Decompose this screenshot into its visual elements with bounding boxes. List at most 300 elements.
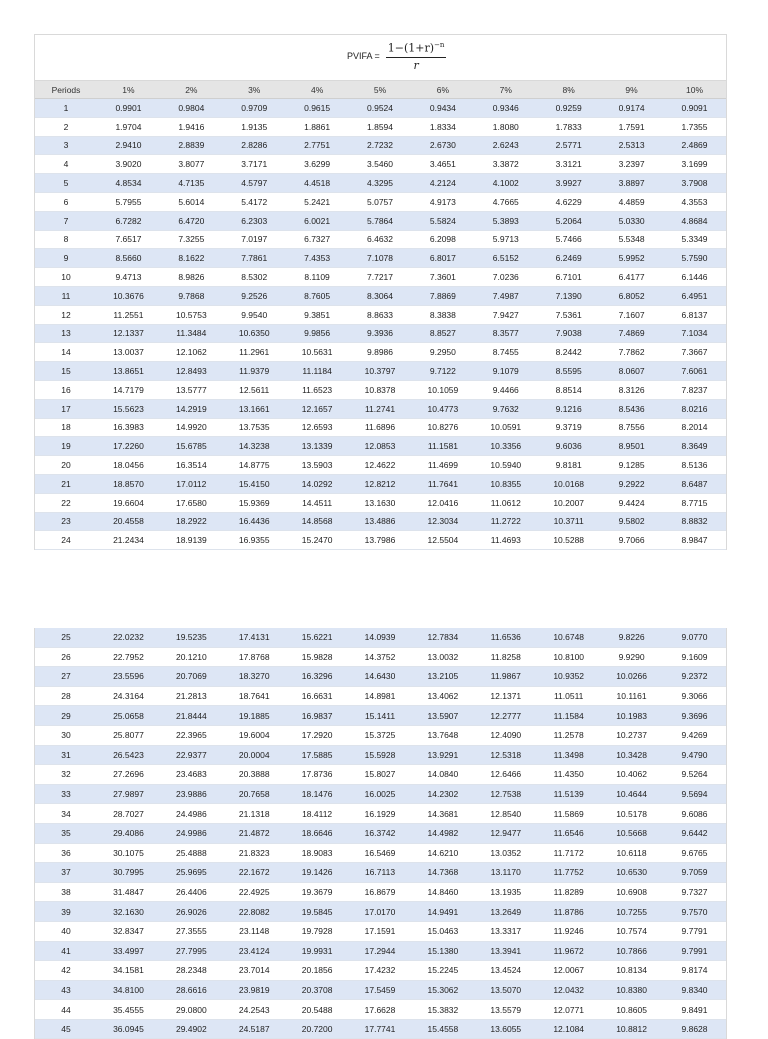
factor-cell: 11.2722 [474,512,537,531]
factor-cell: 10.1059 [411,380,474,399]
table-row [35,1019,726,1039]
factor-cell: 21.8444 [160,706,223,726]
factor-cell: 4.3295 [349,174,412,193]
factor-cell: 13.5907 [411,706,474,726]
factor-cell: 20.3888 [223,765,286,785]
formula-label: PVIFA = [347,51,380,62]
factor-cell: 2.8286 [223,136,286,155]
period-cell: 29 [35,706,97,726]
factor-cell: 14.0939 [349,628,412,647]
factor-cell: 12.5611 [223,380,286,399]
table-row [35,230,726,249]
factor-cell: 7.0197 [223,230,286,249]
factor-cell: 19.9931 [286,941,349,961]
factor-cell: 2.7232 [349,136,412,155]
factor-cell: 0.9434 [411,99,474,118]
factor-cell: 22.8082 [223,902,286,922]
factor-cell: 20.3708 [286,980,349,1000]
factor-cell: 23.1148 [223,921,286,941]
factor-cell: 12.3034 [411,512,474,531]
factor-cell: 15.3725 [349,725,412,745]
factor-cell: 0.9524 [349,99,412,118]
factor-cell: 7.3601 [411,268,474,287]
factor-cell: 5.9952 [600,249,663,268]
factor-cell: 18.2922 [160,512,223,531]
factor-cell: 9.4713 [97,268,160,287]
factor-cell: 16.0025 [349,784,412,804]
factor-cell: 11.8258 [474,647,537,667]
column-header-rate: 4% [286,81,349,99]
factor-cell: 12.0067 [537,961,600,981]
factor-cell: 8.2442 [537,343,600,362]
factor-cell: 15.6785 [160,437,223,456]
factor-cell: 17.6628 [349,1000,412,1020]
factor-cell: 21.8323 [223,843,286,863]
factor-cell: 17.8736 [286,765,349,785]
factor-cell: 3.4651 [411,155,474,174]
factor-cell: 11.6896 [349,418,412,437]
table-row [35,305,726,324]
table-body-top [35,99,726,550]
period-cell: 43 [35,980,97,1000]
period-cell: 18 [35,418,97,437]
factor-cell: 9.6036 [537,437,600,456]
period-cell: 5 [35,174,97,193]
factor-cell: 18.0456 [97,456,160,475]
factor-cell: 8.9501 [600,437,663,456]
factor-cell: 4.8684 [663,211,726,230]
factor-cell: 10.8134 [600,961,663,981]
factor-cell: 1.8334 [411,117,474,136]
factor-cell: 12.1371 [474,686,537,706]
factor-cell: 17.0170 [349,902,412,922]
factor-cell: 6.5152 [474,249,537,268]
column-header-rate: 1% [97,81,160,99]
factor-cell: 19.6004 [223,725,286,745]
factor-cell: 15.9828 [286,647,349,667]
factor-cell: 3.2397 [600,155,663,174]
factor-cell: 8.3064 [349,286,412,305]
factor-cell: 3.8897 [600,174,663,193]
factor-cell: 14.9920 [160,418,223,437]
formula-exponent: −n [434,41,445,49]
factor-cell: 34.1581 [97,961,160,981]
table-row [35,437,726,456]
factor-cell: 15.6221 [286,628,349,647]
factor-cell: 7.3255 [160,230,223,249]
factor-cell: 10.6350 [223,324,286,343]
factor-cell: 17.7741 [349,1019,412,1039]
factor-cell: 25.9695 [160,863,223,883]
factor-cell: 9.2372 [663,667,726,687]
factor-cell: 19.5845 [286,902,349,922]
factor-cell: 6.2469 [537,249,600,268]
factor-cell: 9.5802 [600,512,663,531]
formula-denominator: r [413,58,419,72]
factor-cell: 17.2260 [97,437,160,456]
factor-cell: 16.3514 [160,456,223,475]
factor-cell: 16.3296 [286,667,349,687]
factor-cell: 5.7466 [537,230,600,249]
factor-cell: 5.7590 [663,249,726,268]
factor-cell: 21.2813 [160,686,223,706]
factor-cell: 14.8775 [223,456,286,475]
factor-cell: 29.0800 [160,1000,223,1020]
table-row [35,399,726,418]
factor-cell: 8.0216 [663,399,726,418]
factor-cell: 12.4090 [474,725,537,745]
table-row [35,531,726,550]
period-cell: 37 [35,863,97,883]
factor-cell: 32.8347 [97,921,160,941]
factor-cell: 11.8289 [537,882,600,902]
factor-cell: 12.7538 [474,784,537,804]
factor-cell: 35.4555 [97,1000,160,1020]
factor-cell: 12.2777 [474,706,537,726]
factor-cell: 7.6517 [97,230,160,249]
factor-cell: 15.5928 [349,745,412,765]
factor-cell: 16.3742 [349,823,412,843]
factor-cell: 10.3711 [537,512,600,531]
factor-cell: 13.5579 [474,1000,537,1020]
factor-cell: 10.2737 [600,725,663,745]
factor-cell: 10.6908 [600,882,663,902]
factor-cell: 11.6536 [474,628,537,647]
period-cell: 2 [35,117,97,136]
factor-cell: 23.4124 [223,941,286,961]
factor-cell: 20.4558 [97,512,160,531]
table-row [35,686,726,706]
factor-cell: 14.4982 [411,823,474,843]
factor-cell: 9.3936 [349,324,412,343]
factor-cell: 34.8100 [97,980,160,1000]
factor-cell: 10.6748 [537,628,600,647]
factor-cell: 12.1062 [160,343,223,362]
period-cell: 32 [35,765,97,785]
period-cell: 34 [35,804,97,824]
table-row [35,418,726,437]
factor-cell: 5.5824 [411,211,474,230]
factor-cell: 10.7255 [600,902,663,922]
pvifa-table-block-2 [34,628,727,1039]
factor-cell: 14.8460 [411,882,474,902]
factor-cell: 12.6593 [286,418,349,437]
factor-cell: 10.5178 [600,804,663,824]
factor-cell: 14.7368 [411,863,474,883]
factor-cell: 2.7751 [286,136,349,155]
factor-cell: 3.7171 [223,155,286,174]
factor-cell: 14.0840 [411,765,474,785]
factor-cell: 13.5070 [474,980,537,1000]
factor-cell: 19.1885 [223,706,286,726]
factor-cell: 25.4888 [160,843,223,863]
factor-cell: 18.4112 [286,804,349,824]
factor-cell: 14.2302 [411,784,474,804]
factor-cell: 7.4353 [286,249,349,268]
factor-cell: 5.9713 [474,230,537,249]
table-header-row [35,81,726,99]
factor-cell: 9.7570 [663,902,726,922]
factor-cell: 5.4172 [223,192,286,211]
factor-cell: 9.4466 [474,380,537,399]
column-header-rate: 9% [600,81,663,99]
factor-cell: 5.7955 [97,192,160,211]
factor-cell: 10.5668 [600,823,663,843]
factor-cell: 8.7715 [663,493,726,512]
factor-cell: 7.6061 [663,362,726,381]
column-header-rate: 6% [411,81,474,99]
factor-cell: 19.5235 [160,628,223,647]
factor-cell: 6.0021 [286,211,349,230]
factor-cell: 19.7928 [286,921,349,941]
factor-cell: 25.8077 [97,725,160,745]
table-row [35,1000,726,1020]
factor-cell: 12.6466 [474,765,537,785]
table-row [35,647,726,667]
factor-cell: 6.4177 [600,268,663,287]
factor-cell: 22.1672 [223,863,286,883]
factor-cell: 3.6299 [286,155,349,174]
factor-cell: 13.7535 [223,418,286,437]
factor-cell: 0.9174 [600,99,663,118]
period-cell: 44 [35,1000,97,1020]
factor-cell: 21.1318 [223,804,286,824]
table-row [35,192,726,211]
factor-cell: 9.3696 [663,706,726,726]
factor-cell: 10.5288 [537,531,600,550]
factor-cell: 9.3719 [537,418,600,437]
factor-cell: 14.6210 [411,843,474,863]
factor-cell: 19.3679 [286,882,349,902]
factor-cell: 9.3066 [663,686,726,706]
factor-cell: 13.1935 [474,882,537,902]
factor-cell: 23.9886 [160,784,223,804]
factor-cell: 11.9379 [223,362,286,381]
factor-cell: 3.9020 [97,155,160,174]
table-row [35,362,726,381]
factor-cell: 14.6430 [349,667,412,687]
factor-cell: 8.5595 [537,362,600,381]
factor-cell: 6.8017 [411,249,474,268]
period-cell: 31 [35,745,97,765]
formula-numerator-text: 1−(1+r) [387,41,435,55]
factor-cell: 4.2124 [411,174,474,193]
factor-cell: 11.8786 [537,902,600,922]
factor-cell: 11.1184 [286,362,349,381]
factor-cell: 17.6580 [160,493,223,512]
factor-cell: 27.9897 [97,784,160,804]
factor-cell: 17.4232 [349,961,412,981]
factor-cell: 17.0112 [160,474,223,493]
factor-cell: 29.4902 [160,1019,223,1039]
factor-cell: 12.4622 [349,456,412,475]
factor-cell: 24.9986 [160,823,223,843]
table-row [35,286,726,305]
table-row [35,343,726,362]
factor-cell: 1.7355 [663,117,726,136]
factor-cell: 11.3498 [537,745,600,765]
factor-cell: 2.8839 [160,136,223,155]
period-cell: 15 [35,362,97,381]
factor-cell: 9.7327 [663,882,726,902]
factor-cell: 8.5136 [663,456,726,475]
factor-cell: 8.1622 [160,249,223,268]
factor-cell: 17.2944 [349,941,412,961]
table-row [35,99,726,118]
factor-cell: 27.7995 [160,941,223,961]
period-cell: 8 [35,230,97,249]
factor-cell: 3.3872 [474,155,537,174]
factor-cell: 4.4518 [286,174,349,193]
period-cell: 7 [35,211,97,230]
factor-cell: 3.7908 [663,174,726,193]
factor-cell: 9.1609 [663,647,726,667]
factor-cell: 8.7455 [474,343,537,362]
factor-cell: 9.6442 [663,823,726,843]
factor-cell: 16.9355 [223,531,286,550]
factor-cell: 9.8986 [349,343,412,362]
factor-cell: 16.6631 [286,686,349,706]
factor-cell: 12.0432 [537,980,600,1000]
factor-cell: 9.6086 [663,804,726,824]
factor-cell: 9.4790 [663,745,726,765]
factor-cell: 13.9291 [411,745,474,765]
factor-cell: 18.6646 [286,823,349,843]
period-cell: 4 [35,155,97,174]
factor-cell: 16.1929 [349,804,412,824]
table-row [35,804,726,824]
factor-cell: 9.0770 [663,628,726,647]
factor-cell: 15.3062 [411,980,474,1000]
period-cell: 30 [35,725,97,745]
factor-cell: 24.5187 [223,1019,286,1039]
factor-cell: 8.3577 [474,324,537,343]
factor-cell: 3.8077 [160,155,223,174]
factor-cell: 27.2696 [97,765,160,785]
factor-cell: 4.3553 [663,192,726,211]
factor-cell: 28.7027 [97,804,160,824]
table-row [35,667,726,687]
factor-cell: 13.7986 [349,531,412,550]
factor-cell: 10.8100 [537,647,600,667]
column-header-rate: 8% [537,81,600,99]
factor-cell: 9.7991 [663,941,726,961]
factor-cell: 11.0612 [474,493,537,512]
factor-cell: 11.1584 [537,706,600,726]
factor-cell: 11.1581 [411,437,474,456]
factor-cell: 10.0266 [600,667,663,687]
factor-cell: 10.3356 [474,437,537,456]
factor-cell: 9.3851 [286,305,349,324]
period-cell: 9 [35,249,97,268]
factor-cell: 18.7641 [223,686,286,706]
factor-cell: 15.3832 [411,1000,474,1020]
table-row [35,823,726,843]
factor-cell: 23.4683 [160,765,223,785]
factor-cell: 17.5885 [286,745,349,765]
factor-cell: 12.5318 [474,745,537,765]
factor-cell: 7.1078 [349,249,412,268]
factor-cell: 25.0658 [97,706,160,726]
factor-cell: 9.7791 [663,921,726,941]
factor-cell: 17.1591 [349,921,412,941]
factor-cell: 10.2007 [537,493,600,512]
factor-cell: 14.3681 [411,804,474,824]
factor-cell: 0.9709 [223,99,286,118]
factor-cell: 11.7641 [411,474,474,493]
table-row [35,725,726,745]
factor-cell: 11.2578 [537,725,600,745]
formula-fraction [386,41,447,72]
factor-cell: 9.8628 [663,1019,726,1039]
factor-cell: 13.8651 [97,362,160,381]
factor-cell: 28.6616 [160,980,223,1000]
table-row [35,882,726,902]
table-row [35,980,726,1000]
factor-cell: 1.8594 [349,117,412,136]
factor-cell: 9.2950 [411,343,474,362]
column-header-rate: 7% [474,81,537,99]
factor-cell: 13.2649 [474,902,537,922]
factor-cell: 31.4847 [97,882,160,902]
period-cell: 14 [35,343,97,362]
table-row [35,155,726,174]
factor-cell: 10.4773 [411,399,474,418]
pvifa-formula [347,41,446,72]
factor-cell: 17.5459 [349,980,412,1000]
factor-cell: 13.2105 [411,667,474,687]
factor-cell: 16.7113 [349,863,412,883]
factor-cell: 4.9173 [411,192,474,211]
factor-cell: 10.4644 [600,784,663,804]
factor-cell: 12.8540 [474,804,537,824]
factor-cell: 13.3317 [474,921,537,941]
factor-cell: 11.7752 [537,863,600,883]
factor-cell: 13.3941 [474,941,537,961]
factor-cell: 22.9377 [160,745,223,765]
factor-cell: 9.7868 [160,286,223,305]
factor-cell: 9.1216 [537,399,600,418]
factor-cell: 18.8570 [97,474,160,493]
period-cell: 27 [35,667,97,687]
factor-cell: 8.9847 [663,531,726,550]
factor-cell: 26.5423 [97,745,160,765]
factor-cell: 26.4406 [160,882,223,902]
factor-cell: 13.5903 [286,456,349,475]
factor-cell: 7.1034 [663,324,726,343]
column-header-rate: 10% [663,81,726,99]
factor-cell: 15.2470 [286,531,349,550]
factor-cell: 15.1380 [411,941,474,961]
period-cell: 33 [35,784,97,804]
factor-cell: 7.4987 [474,286,537,305]
factor-cell: 8.3838 [411,305,474,324]
factor-cell: 9.7632 [474,399,537,418]
table-row [35,174,726,193]
factor-cell: 14.0292 [286,474,349,493]
factor-cell: 16.5469 [349,843,412,863]
factor-cell: 29.4086 [97,823,160,843]
factor-cell: 6.7327 [286,230,349,249]
factor-cell: 13.7648 [411,725,474,745]
factor-cell: 8.8527 [411,324,474,343]
factor-cell: 11.9246 [537,921,600,941]
factor-cell: 7.0236 [474,268,537,287]
factor-cell: 18.9139 [160,531,223,550]
factor-cell: 8.7556 [600,418,663,437]
period-cell: 40 [35,921,97,941]
factor-cell: 8.2014 [663,418,726,437]
